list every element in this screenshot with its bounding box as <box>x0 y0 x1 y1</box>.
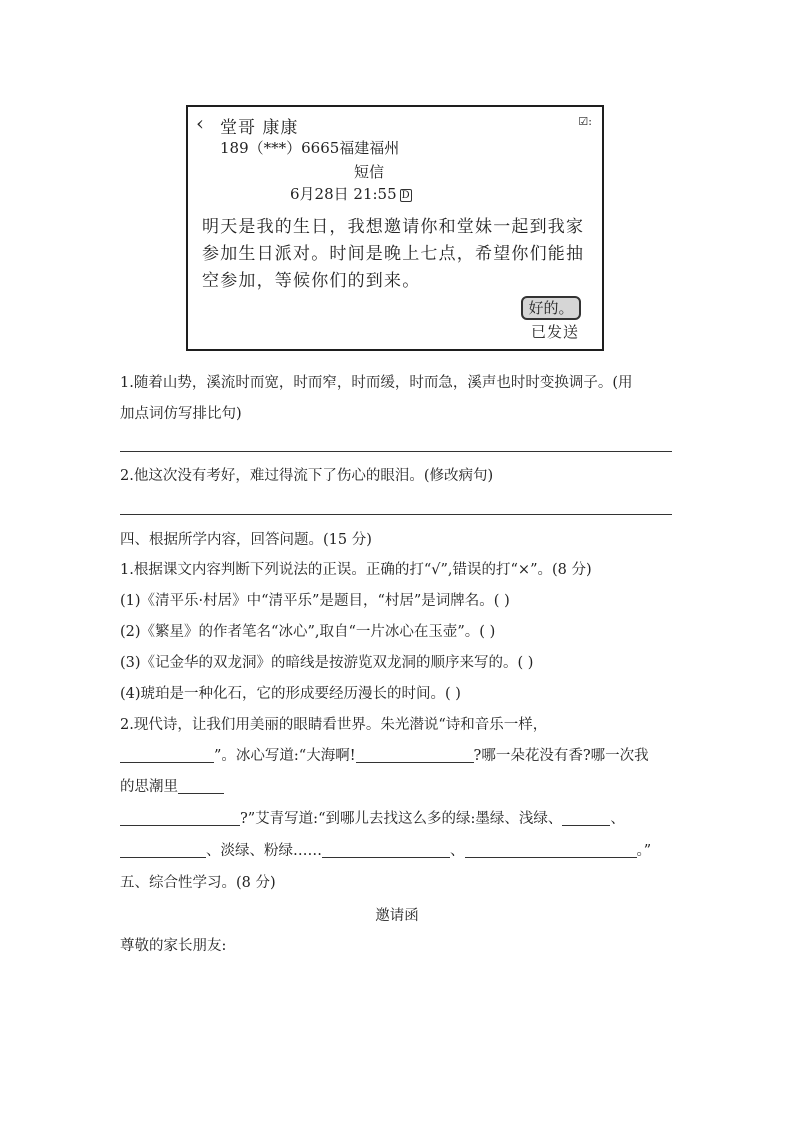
sms-phone-number: 189（***）6665福建福州 <box>220 139 400 157</box>
question-1-line-1: 1.随着山势，溪流时而宽，时而窄，时而缓，时而急，溪声也时时变换调子。(用 <box>120 375 633 391</box>
fill-blank[interactable] <box>562 810 610 826</box>
fill-blank[interactable] <box>178 778 224 794</box>
sms-contact-name: 堂哥 康康 <box>220 118 299 138</box>
section-4-q2-line-2: ”。冰心写道:“大海啊! ?哪一朵花没有香?哪一次我 <box>120 746 649 766</box>
invitation-heading: 邀请函 <box>375 908 419 924</box>
sim-card-icon: D <box>401 190 410 201</box>
section-4-q2-line-5: 、淡绿、粉绿…… 、 。” <box>120 841 651 861</box>
question-1-line-2: 加点词仿写排比句) <box>120 406 242 422</box>
fill-blank[interactable] <box>356 747 474 763</box>
section-4-q2-line-1: 2.现代诗，让我们用美丽的眼睛看世界。朱光潜说“诗和音乐一样， <box>120 717 548 733</box>
answer-line <box>120 451 672 452</box>
question-2-line-1: 2.他这次没有考好，难过得流下了伤心的眼泪。(修改病句) <box>120 468 494 484</box>
judgement-item-3: (3)《记金华的双龙洞》的暗线是按游览双龙洞的顺序来写的。( ) <box>120 655 534 671</box>
section-4-q2-line-4: ?”艾青写道:“到哪儿去找这么多的绿:墨绿、浅绿、 、 <box>120 809 625 829</box>
judgement-item-1: (1)《清平乐·村居》中“清平乐”是题目，“村居”是词牌名。( ) <box>120 593 510 609</box>
judgement-item-2: (2)《繁星》的作者笔名“冰心”,取自“一片冰心在玉壶”。( ) <box>120 624 496 640</box>
fill-blank[interactable] <box>322 842 450 858</box>
section-4-q2-line-3: 的思潮里 <box>120 777 224 797</box>
fill-blank[interactable] <box>120 842 206 858</box>
sms-message-body: 明天是我的生日，我想邀请你和堂妹一起到我家参加生日派对。时间是晚上七点，希望你们能抽空参加，等候你们的到来。 <box>202 217 585 291</box>
fill-blank[interactable] <box>120 747 214 763</box>
sms-screenshot <box>186 105 604 351</box>
sms-reply-bubble: 好的。 <box>521 296 581 320</box>
back-arrow-icon: ‹ <box>196 111 204 135</box>
section-5-title: 五、综合性学习。(8 分) <box>120 875 276 891</box>
sms-type-label: 短信 <box>354 163 385 181</box>
answer-line <box>120 514 672 515</box>
sms-timestamp: 6月28日 21:55 D <box>290 185 410 203</box>
fill-blank[interactable] <box>465 842 637 858</box>
sms-sent-status: 已发送 <box>531 323 580 341</box>
section-4-q1-title: 1.根据课文内容判断下列说法的正误。正确的打“√”,错误的打“×”。(8 分) <box>120 562 592 578</box>
fill-blank[interactable] <box>120 810 240 826</box>
invitation-salutation: 尊敬的家长朋友: <box>120 938 227 954</box>
menu-icon: ☑: <box>578 115 592 128</box>
section-4-title: 四、根据所学内容，回答问题。(15 分) <box>120 532 372 548</box>
judgement-item-4: (4)琥珀是一种化石，它的形成要经历漫长的时间。( ) <box>120 686 461 702</box>
